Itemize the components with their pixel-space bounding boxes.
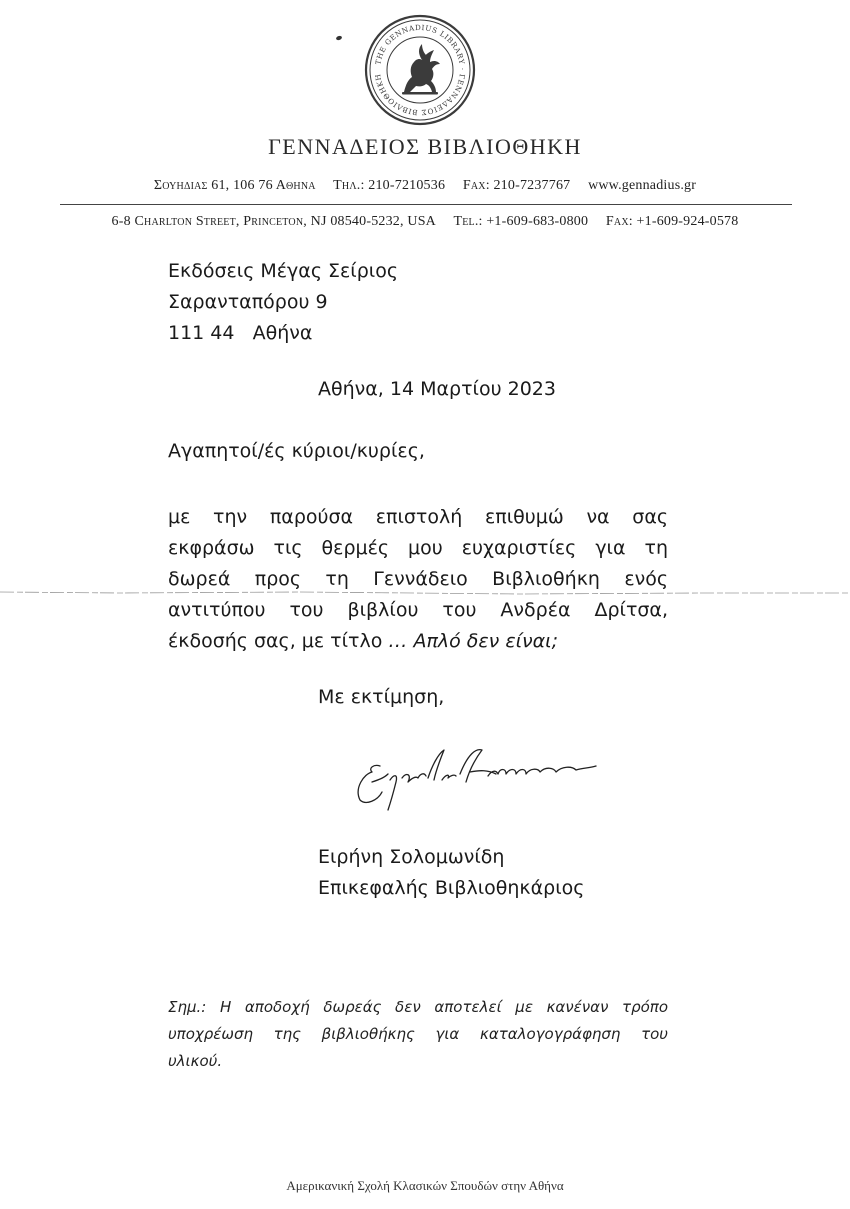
body-line-last [168, 626, 668, 657]
athens-fax-label: Fax: [462, 178, 490, 193]
body-line: δωρεά προς τη Γεννάδειο Βιβλιοθήκη ενός [168, 568, 668, 590]
princeton-phone: +1-609-683-0800 [486, 214, 589, 229]
signatory-block [318, 842, 584, 904]
body-line: αντιτύπου του βιβλίου του Ανδρέα Δρίτσα, [168, 599, 668, 621]
note-line: υποχρέωση της βιβλιοθήκης για καταλογογράφηση του [168, 1025, 668, 1043]
princeton-address-line [0, 214, 850, 230]
note-block [168, 994, 668, 1075]
note-line-last: υλικού. [168, 1052, 223, 1070]
recipient-block [168, 256, 398, 349]
website: www.gennadius.gr [588, 178, 697, 193]
griffin-icon [402, 44, 440, 95]
body-line: εκφράσω τις θερμές μου ευχαριστίες για τη [168, 537, 668, 559]
recipient-city: 111 44 Αθήνα [168, 322, 313, 344]
paper-fold-line [0, 590, 850, 596]
princeton-phone-label: Tel.: [453, 214, 483, 229]
athens-address: Σουηδιασ 61, 106 76 Αθηνα [153, 178, 316, 193]
athens-phone-label: Τηλ.: [333, 178, 365, 193]
book-title: … Απλό δεν είναι; [388, 630, 559, 652]
footer-school-name: Αμερικανική Σχολή Κλασικών Σπουδών στην Αθήνα [286, 1178, 564, 1193]
ink-speck [335, 35, 342, 41]
closing: Με εκτίμηση, [318, 686, 445, 708]
svg-text:THE GENNADIUS LIBRARY · ΓΕΝΝΑΔ: THE GENNADIUS LIBRARY · ΓΕΝΝΑΔΕΙΟΣ ΒΙΒΛΙΟΘΗΚΗ [373, 22, 468, 118]
handwritten-signature [350, 744, 630, 814]
body-line: με την παρούσα επιστολή επιθυμώ να σας [168, 506, 668, 528]
letter-body [168, 502, 668, 657]
signatory-title: Επικεφαλής Βιβλιοθηκάριος [318, 877, 585, 899]
gennadius-library-seal-logo [364, 14, 476, 126]
athens-phone: 210-7210536 [368, 178, 446, 193]
athens-address-line [0, 178, 850, 194]
recipient-name: Εκδόσεις Μέγας Σείριος [168, 260, 398, 282]
princeton-address: 6-8 Charlton Street, Princeton, NJ 08540-5232, USA [111, 214, 436, 229]
note-line: Σημ.: Η αποδοχή δωρεάς δεν αποτελεί με κανέναν τρόπο [168, 998, 668, 1016]
signatory-name: Ειρήνη Σολομωνίδη [318, 846, 505, 868]
institution-name: ΓΕΝΝΑΔΕΙΟΣ ΒΙΒΛΙΟΘΗΚΗ [268, 134, 582, 159]
princeton-fax: +1-609-924-0578 [636, 214, 739, 229]
athens-fax: 210-7237767 [493, 178, 571, 193]
body-line-prefix: έκδοσής σας, με τίτλο [168, 630, 389, 652]
salutation: Αγαπητοί/ές κύριοι/κυρίες, [168, 440, 425, 462]
princeton-fax-label: Fax: [605, 214, 633, 229]
letterhead-divider [60, 204, 792, 205]
recipient-street: Σαρανταπόρου 9 [168, 291, 328, 313]
letter-date: Αθήνα, 14 Μαρτίου 2023 [318, 378, 556, 400]
